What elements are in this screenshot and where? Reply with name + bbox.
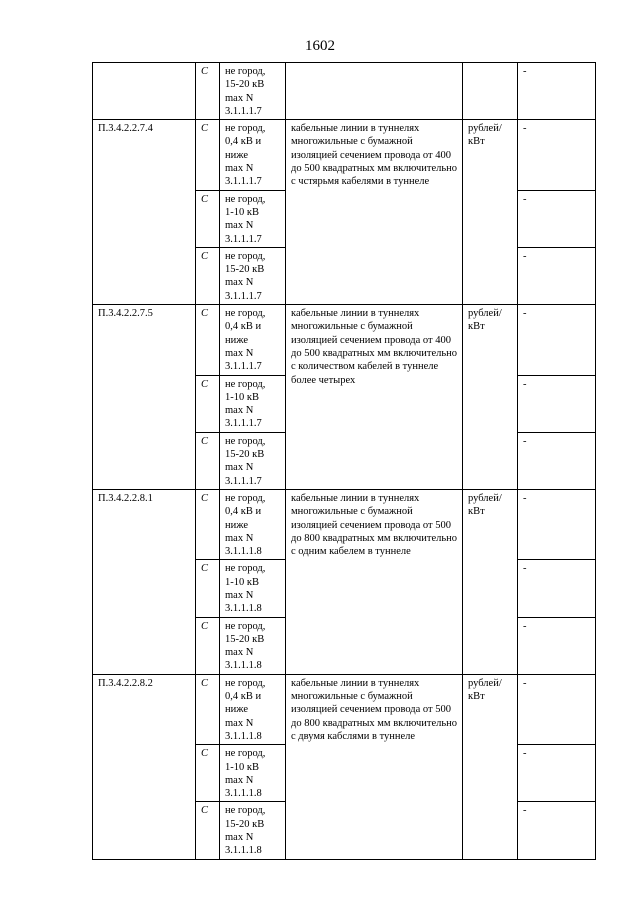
table-row (93, 305, 596, 375)
value-cell: - (518, 247, 596, 304)
description-cell: кабельные линии в туннелях многожильные с бумажной изоляцией сечением провода от 500 до 800 квадратных мм включительно с одним кабелем в туннеле (286, 489, 463, 674)
value-cell: - (518, 745, 596, 802)
condition-cell: не город, 1-10 кВ max N 3.1.1.1.7 (220, 190, 286, 247)
category-cell: С (196, 802, 220, 859)
table-row (93, 489, 596, 559)
description-cell: кабельные линии в туннелях многожильные с бумажной изоляцией сечением провода от 400 до 500 квадратных мм включительно с чстярьмя кабелями в туннеле (286, 120, 463, 305)
condition-cell: не город, 15-20 кВ max N 3.1.1.1.7 (220, 432, 286, 489)
condition-cell: не город, 0,4 кВ и ниже max N 3.1.1.1.8 (220, 674, 286, 744)
value-cell: - (518, 432, 596, 489)
value-cell: - (518, 617, 596, 674)
category-cell: С (196, 120, 220, 190)
value-cell: - (518, 560, 596, 617)
condition-cell: не город, 0,4 кВ и ниже max N 3.1.1.1.7 (220, 120, 286, 190)
category-cell: С (196, 432, 220, 489)
code-cell: П.3.4.2.2.7.4 (93, 120, 196, 305)
description-cell: кабельные линии в туннелях многожильные с бумажной изоляцией сечением провода от 500 до 800 квадратных мм включительно с двумя кабслями в туннеле (286, 674, 463, 859)
value-cell: - (518, 489, 596, 559)
category-cell: С (196, 617, 220, 674)
description-cell: кабельные линии в туннелях многожильные с бумажной изоляцией сечением провода от 400 до 500 квадратных мм включительно с количеством кабелей в туннеле более четырех (286, 305, 463, 490)
condition-cell: не город, 0,4 кВ и ниже max N 3.1.1.1.8 (220, 489, 286, 559)
code-cell: П.3.4.2.2.7.5 (93, 305, 196, 490)
unit-cell (463, 63, 518, 120)
value-cell: - (518, 375, 596, 432)
unit-cell: рублей/ кВт (463, 305, 518, 490)
unit-cell: рублей/ кВт (463, 489, 518, 674)
code-cell: П.3.4.2.2.8.1 (93, 489, 196, 674)
value-cell: - (518, 674, 596, 744)
value-cell: - (518, 190, 596, 247)
unit-cell: рублей/ кВт (463, 674, 518, 859)
category-cell: С (196, 489, 220, 559)
condition-cell: не город, 1-10 кВ max N 3.1.1.1.8 (220, 745, 286, 802)
value-cell: - (518, 120, 596, 190)
unit-cell: рублей/ кВт (463, 120, 518, 305)
category-cell: С (196, 560, 220, 617)
category-cell: С (196, 305, 220, 375)
category-cell: С (196, 247, 220, 304)
condition-cell: не город, 0,4 кВ и ниже max N 3.1.1.1.7 (220, 305, 286, 375)
table-row (93, 674, 596, 744)
condition-cell: не город, 15-20 кВ max N 3.1.1.1.7 (220, 63, 286, 120)
condition-cell: не город, 1-10 кВ max N 3.1.1.1.7 (220, 375, 286, 432)
value-cell: - (518, 63, 596, 120)
code-cell (93, 63, 196, 120)
condition-cell: не город, 15-20 кВ max N 3.1.1.1.7 (220, 247, 286, 304)
category-cell: С (196, 745, 220, 802)
value-cell: - (518, 802, 596, 859)
condition-cell: не город, 15-20 кВ max N 3.1.1.1.8 (220, 617, 286, 674)
code-cell: П.3.4.2.2.8.2 (93, 674, 196, 859)
condition-cell: не город, 1-10 кВ max N 3.1.1.1.8 (220, 560, 286, 617)
category-cell: С (196, 63, 220, 120)
description-cell (286, 63, 463, 120)
value-cell: - (518, 305, 596, 375)
page-number: 1602 (305, 38, 335, 54)
table-row (93, 120, 596, 190)
table-row (93, 63, 596, 120)
tariff-table (92, 62, 596, 860)
condition-cell: не город, 15-20 кВ max N 3.1.1.1.8 (220, 802, 286, 859)
category-cell: С (196, 375, 220, 432)
category-cell: С (196, 190, 220, 247)
category-cell: С (196, 674, 220, 744)
